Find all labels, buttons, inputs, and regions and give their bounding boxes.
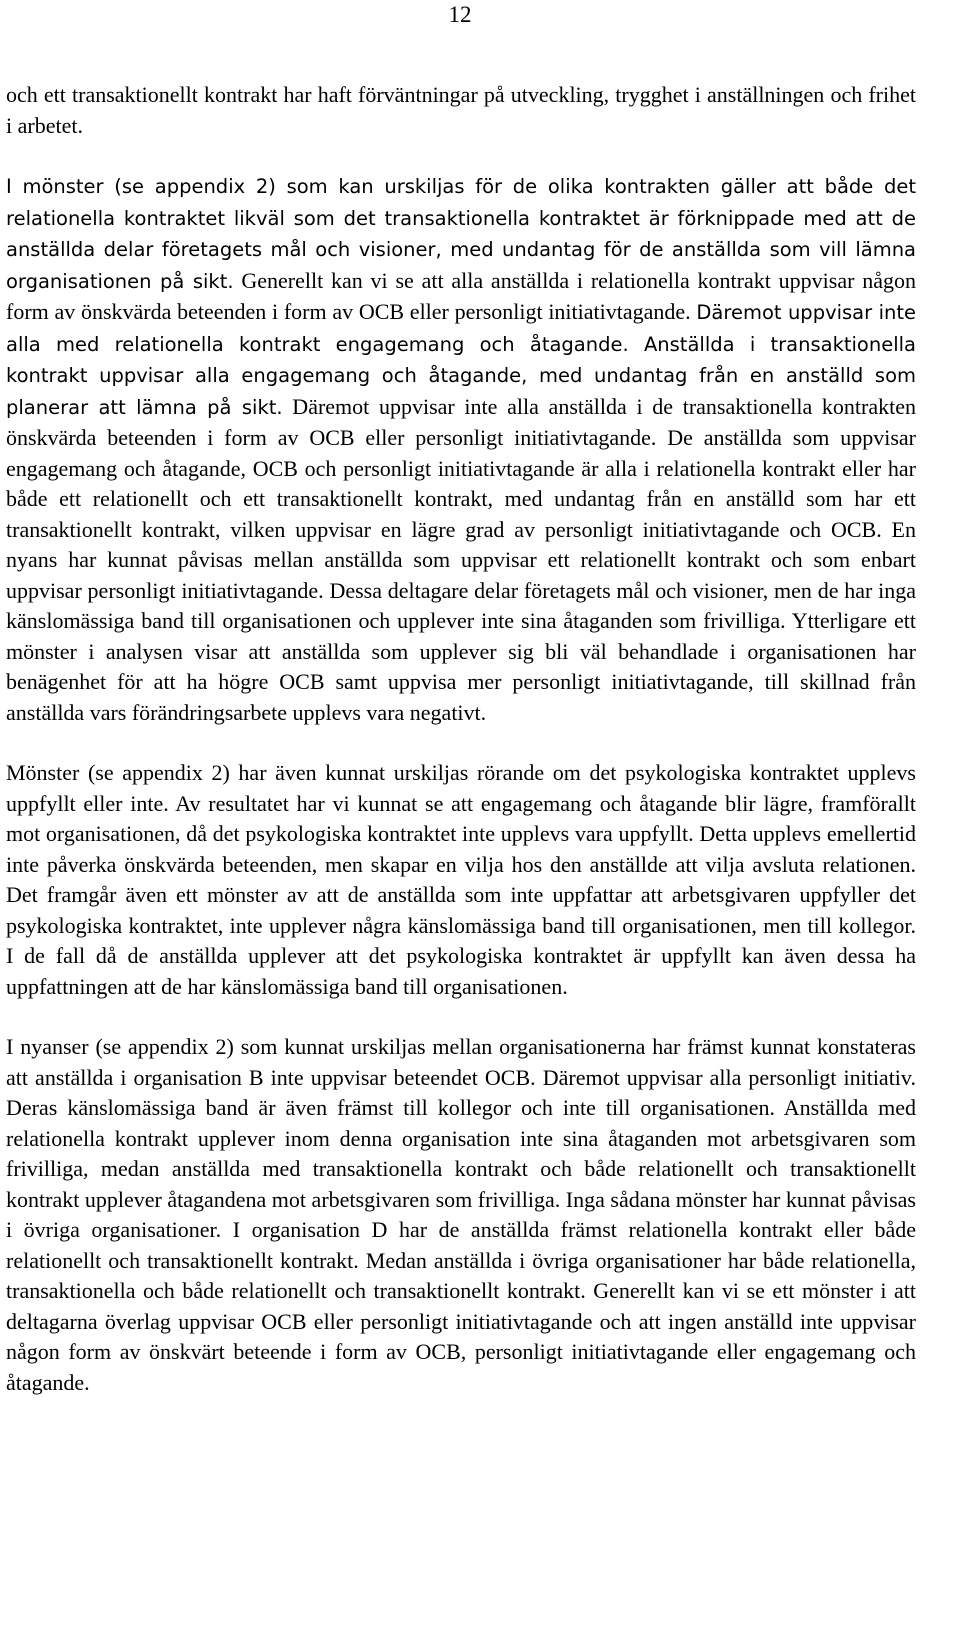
page-number: 12	[448, 2, 472, 27]
body-text	[6, 80, 916, 1398]
text-segment: I nyanser (se appendix 2) som kunnat urskiljas mellan organisationerna har främst kunnat konstateras att anställda i organisation B inte uppvisar beteendet OCB. Däremot uppvisar alla personligt initiativ. Deras känslomässiga band är även främst till kollegor och inte till organisationen. Anställda med relationella kontrakt upplever inom denna organisation inte sina åtaganden mot arbetsgivaren som frivilliga, medan anställda med transaktionella kontrakt och både relationellt och transaktionellt kontrakt upplever åtagandena mot arbetsgivaren som frivilliga. Inga sådana mönster har kunnat påvisas i övriga organisationer. I organisation D har de anställda främst relationella kontrakt eller både relationellt och transaktionellt kontrakt. Medan anställda i övriga organisationer har både relationella, transaktionella och både relationellt och transaktionellt kontrakt. Generellt kan vi se ett mönster i att deltagarna överlag uppvisar OCB eller personligt initiativtagande och att ingen anställd inte uppvisar någon form av önskvärt beteende i form av OCB, personligt initiativtagande eller engagemang och åtagande.	[6, 1034, 916, 1395]
paragraph-4	[6, 1032, 916, 1398]
text-segment-sans: Anställda i transaktionella kontrakt uppvisar alla engagemang och åtagande, med undantag från en anställd som planerar att lämna på sikt.	[6, 332, 916, 419]
text-segment-sans: Däremot uppvisar inte alla med relationella kontrakt engagemang och åtagande.	[6, 301, 916, 356]
paragraph-2	[6, 171, 916, 728]
text-segment: Generellt kan vi se att alla anställda i relationella kontrakt uppvisar någon form av önskvärda beteenden i form av OCB eller personligt initiativtagande.	[6, 267, 916, 324]
text-segment: och ett transaktionellt kontrakt har haft förväntningar på utveckling, trygghet i anställningen och frihet i arbetet.	[6, 82, 916, 138]
text-segment: Mönster (se appendix 2) har även kunnat urskiljas rörande om det psykologiska kontraktet upplevs uppfyllt eller inte. Av resultatet har vi kunnat se att engagemang och åtagande blir lägre, framförallt mot organisationen, då det psykologiska kontraktet inte upplevs vara uppfyllt. Detta upplevs emellertid inte påverka önskvärda beteenden, men skapar en vilja hos den anställde att vilja avsluta relationen. Det framgår även ett mönster av att de anställda som inte uppfattar att arbetsgivaren uppfyller det psykologiska kontraktet, inte upplever några känslomässiga band till organisationen, men till kollegor. I de fall då de anställda upplever att det psykologiska kontraktet är uppfyllt kan även dessa ha uppfattningen att de har känslomässiga band till organisationen.	[6, 760, 916, 999]
text-segment-sans: I mönster (se appendix 2) som kan urskiljas för de olika kontrakten gäller att både det relationella kontraktet likväl som det transaktionella kontraktet är förknippade med att de anställda delar företagets mål och visioner, med undantag för de anställda som vill lämna organisationen på sikt.	[6, 175, 916, 293]
paragraph-1	[6, 80, 916, 141]
paragraph-3	[6, 758, 916, 1002]
text-segment: Däremot uppvisar inte alla anställda i de transaktionella kontrakten önskvärda beteenden i form av OCB eller personligt initiativtagande. De anställda som uppvisar engagemang och åtagande, OCB och personligt initiativtagande är alla i relationella kontrakt eller har både ett relationellt och ett transaktionellt kontrakt, med undantag från en anställd som har ett transaktionellt kontrakt, vilken uppvisar en lägre grad av personligt initiativtagande och OCB. En nyans har kunnat påvisas mellan anställda som uppvisar ett relationellt kontrakt och som enbart uppvisar personligt initiativtagande. Dessa deltagare delar företagets mål och visioner, men de har inga känslomässiga band till organisationen och upplever inte sina åtaganden som frivilliga. Ytterligare ett mönster i analysen visar att anställda som upplever sig bli väl behandlade i organisationen har benägenhet för att ha högre OCB samt uppvisa mer personligt initiativtagande, till skillnad från anställda vars förändringsarbete upplevs vara negativt.	[6, 393, 916, 725]
